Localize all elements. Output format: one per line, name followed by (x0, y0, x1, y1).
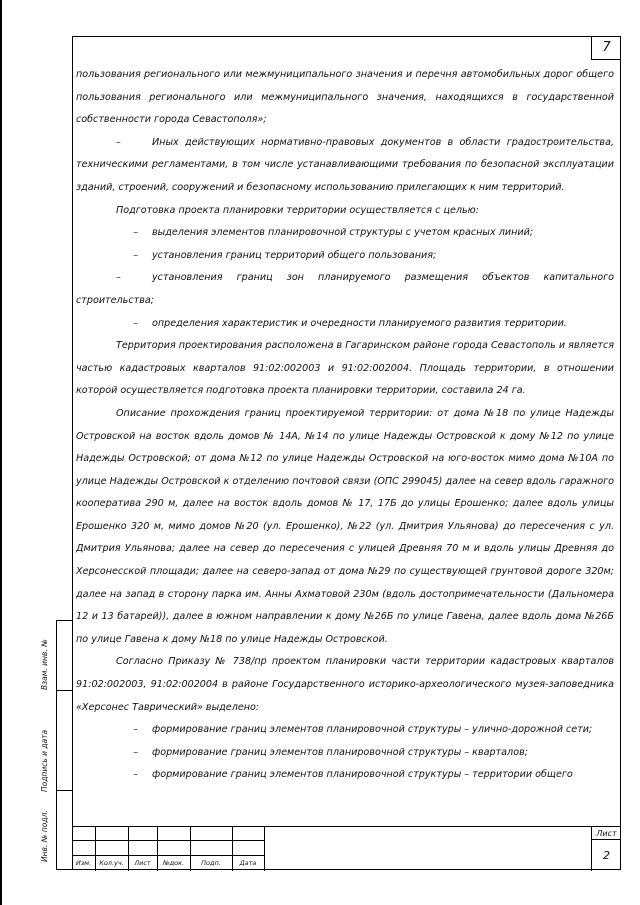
stamp-label-podp: Подп. (201, 859, 221, 867)
stamp-label-list: Лист (134, 859, 151, 867)
stamp-label-izm: Изм. (75, 859, 92, 867)
dash-bullet-icon: – (116, 272, 121, 284)
dash-bullet-icon: – (133, 317, 138, 329)
list-item-text: формирование границ элементов планировочной структуры – улично-дорожной сети; (152, 724, 593, 736)
list-item-text: выделения элементов планировочной структуры с учетом красных линий; (152, 227, 534, 239)
dash-bullet-icon: – (133, 249, 138, 261)
list-item (76, 267, 614, 312)
page-number-top: 7 (591, 36, 621, 60)
list-item (76, 132, 614, 200)
list-item-text: формирование границ элементов планировочной структуры – кварталов; (152, 746, 528, 758)
side-label-replace-inv: Взам. инв. № (40, 639, 49, 690)
dash-bullet-icon: – (133, 227, 138, 239)
list-item (76, 742, 614, 765)
binding-edge-line (0, 0, 2, 905)
side-label-inv-orig: Инв. № подл. (40, 810, 49, 862)
list-item (76, 313, 614, 336)
side-label-sign-date: Подпись и дата (40, 729, 49, 792)
paragraph: Описание прохождения границ проектируемой территории: от дома №18 по улице Надежды Островской на восток вдоль домов № 14А, №14 по улице Надежды Островской к дому №12 по улице Надежды Островской; от дома №12 по улице Надежды Островской на юго-восток мимо дома №10А по улице Надежды Островской к отделению почтовой связи (ОПС 299045) далее на север вдоль гаражного кооператива 290 м, далее на восток вдоль домов № 17, 17Б до улицы Ерошенко; далее вдоль улицы Ерошенко 320 м, мимо домов №20 (ул. Ерошенко), №22 (ул. Дмитрия Ульянова) до пересечения с ул. Дмитрия Ульянова; далее на север до пересечения с улицей Древняя 70 м и вдоль улицы Древняя до Херсонесской площади; далее на северо-запад от дома №29 по существующей грунтовой дороге 320м; далее на запад в сторону парка им. Анны Ахматовой 230м (вдоль достопримечательности (Дальномера 12 и 13 батарей)), далее в южном направлении к дому №26Б по улице Гавена, далее вдоль дома №26Б по улице Гавена к дому №18 по улице Надежды Островской. (76, 407, 614, 645)
paragraph: Согласно Приказу № 738/пр проектом планировки части территории кадастровых кварталов 91:02:002003, 91:02:002004 в районе Государственного историко-археологического музея-заповедника «Херсонес Таврический» выделено: (76, 656, 614, 713)
dash-bullet-icon: – (133, 746, 138, 758)
stamp-col (264, 827, 265, 871)
paragraph: Подготовка проекта планировки территории осуществляется с целью: (116, 204, 479, 216)
side-cell (57, 691, 73, 791)
list-item (76, 719, 614, 742)
stamp-rule (72, 855, 264, 856)
list-item (76, 222, 614, 245)
list-item (76, 764, 614, 787)
side-stamp (56, 620, 72, 870)
list-item (76, 245, 614, 268)
list-item-text: формирование границ элементов планировочной структуры – территории общего (152, 769, 573, 781)
list-item-text: определения характеристик и очередности планируемого развития территории. (152, 317, 567, 329)
list-item-text: установления границ территорий общего пользования; (152, 249, 437, 261)
paragraph: Территория проектирования расположена в Гагаринском районе города Севастополь и является частью кадастровых кварталов 91:02:002003 и 91:02:002004. Площадь территории, в отношении которой осуществляется подготовка проекта планировки территории, составила 24 га. (76, 340, 614, 397)
dash-bullet-icon: – (133, 769, 138, 781)
paragraph: пользования регионального или межмуниципального значения и перечня автомобильных дорог общего пользования регионального или межмуниципального значения, находящихся в государственной собственности города Севастополя»; (76, 69, 614, 126)
title-block (72, 826, 621, 870)
list-item-text: Иных действующих нормативно-правовых документов в области градостроительства, техническими регламентами, в том числе устанавливающими требования по безопасной эксплуатации зданий, строений, сооружений и безопасному использованию прилегающих к ним территорий. (76, 136, 614, 193)
list-item-text: установления границ зон планируемого размещения объектов капитального строительства; (76, 272, 614, 306)
side-cell (57, 791, 73, 871)
dash-bullet-icon: – (116, 136, 121, 148)
stamp-rule (591, 839, 621, 840)
sheet-label: Лист (596, 829, 617, 838)
dash-bullet-icon: – (133, 724, 138, 736)
stamp-rule (72, 840, 264, 841)
side-cell (57, 621, 73, 691)
stamp-label-ndok: №док. (162, 859, 185, 867)
document-body (76, 64, 614, 787)
sheet-number: 2 (603, 849, 610, 862)
stamp-label-koluch: Кол.уч. (99, 859, 124, 867)
stamp-label-data: Дата (239, 859, 257, 867)
